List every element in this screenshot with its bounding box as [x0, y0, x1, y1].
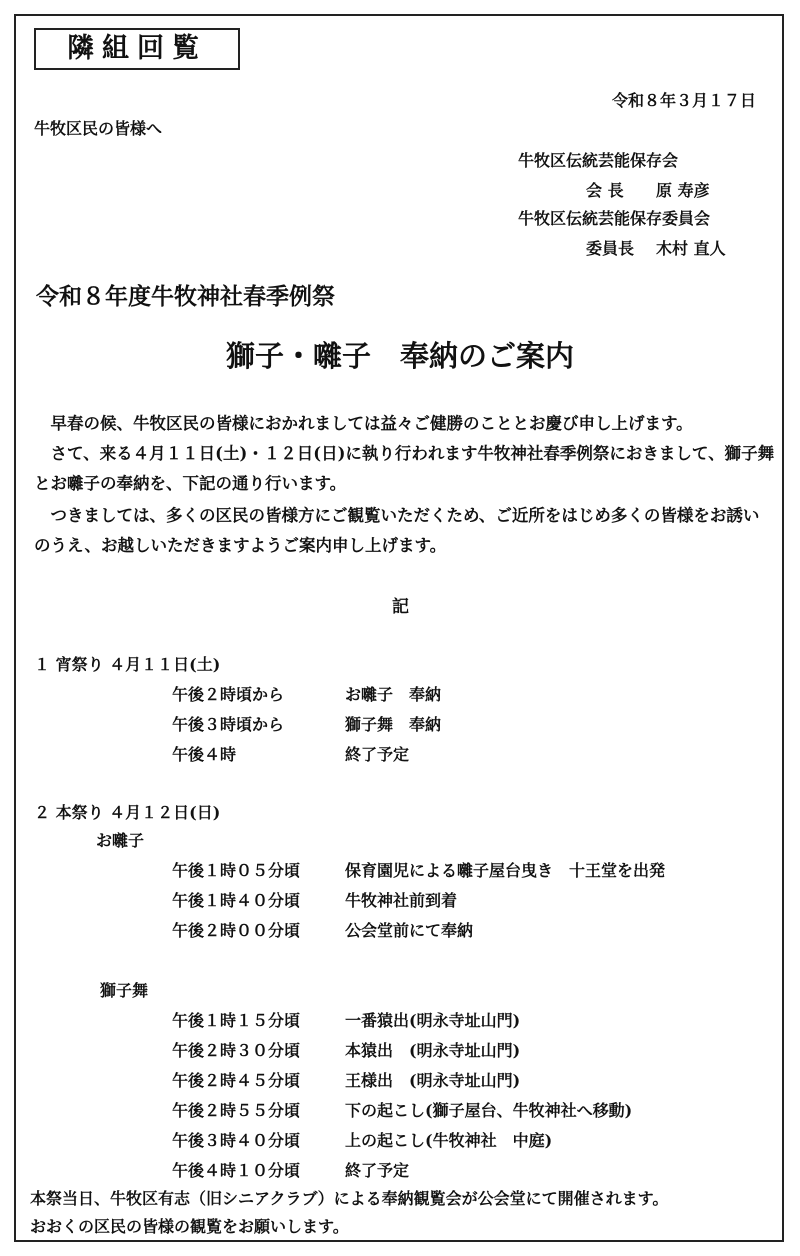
sender-name-2: 木村 直人	[656, 239, 726, 258]
schedule-time: 午後２時５５分頃	[172, 1101, 301, 1120]
schedule-desc: 下の起こし(獅子屋台、牛牧神社へ移動)	[345, 1101, 633, 1120]
subsection-label-ohayashi: お囃子	[96, 831, 145, 850]
schedule-time: 午後４時	[172, 745, 237, 764]
schedule-desc: 公会堂前にて奉納	[345, 921, 474, 940]
schedule-desc: 上の起こし(牛牧神社 中庭)	[345, 1131, 553, 1150]
addressee: 牛牧区民の皆様へ	[34, 119, 163, 138]
sender-title-1: 会 長	[586, 181, 624, 200]
schedule-time: 午後３時４０分頃	[172, 1131, 301, 1150]
ki-mark: 記	[392, 597, 409, 617]
body-line-5: のうえ、お越しいただきますようご案内申し上げます。	[34, 536, 447, 555]
schedule-desc: 終了予定	[345, 1161, 410, 1180]
schedule-time: 午後１時０５分頃	[172, 861, 301, 880]
schedule-desc: お囃子 奉納	[345, 685, 442, 704]
schedule-desc: 一番猿出(明永寺址山門)	[345, 1011, 521, 1030]
main-title: 獅子・囃子 奉納のご案内	[225, 339, 575, 373]
schedule-desc: 終了予定	[345, 745, 410, 764]
circular-tag: 隣組回覧	[34, 28, 240, 70]
section1-heading: １ 宵祭り ４月１１日(土)	[34, 655, 221, 674]
sender-title-2: 委員長	[586, 239, 635, 258]
schedule-time: 午後２時頃から	[172, 685, 285, 704]
sender-org-1: 牛牧区伝統芸能保存会	[518, 151, 679, 170]
document-date: 令和８年３月１７日	[612, 91, 757, 110]
schedule-desc: 王様出 (明永寺址山門)	[345, 1071, 521, 1090]
body-line-4: つきましては、多くの区民の皆様方にご観覧いただくため、ご近所をはじめ多くの皆様をお誘い	[34, 506, 760, 525]
schedule-time: 午後３時頃から	[172, 715, 285, 734]
schedule-desc: 保育園児による囃子屋台曳き 十王堂を出発	[345, 861, 666, 880]
schedule-desc: 獅子舞 奉納	[345, 715, 442, 734]
body-line-1: 早春の候、牛牧区民の皆様におかれましては益々ご健勝のこととお慶び申し上げます。	[34, 414, 693, 433]
schedule-desc: 牛牧神社前到着	[345, 891, 458, 910]
schedule-desc: 本猿出 (明永寺址山門)	[345, 1041, 521, 1060]
schedule-time: 午後２時３０分頃	[172, 1041, 301, 1060]
sender-org-2: 牛牧区伝統芸能保存委員会	[518, 209, 711, 228]
subsection-label-shishimai: 獅子舞	[100, 981, 149, 1000]
schedule-time: 午後２時００分頃	[172, 921, 301, 940]
footer-line-1: 本祭当日、牛牧区有志（旧シニアクラブ）による奉納観覧会が公会堂にて開催されます。	[30, 1189, 669, 1208]
schedule-time: 午後１時４０分頃	[172, 891, 301, 910]
event-title: 令和８年度牛牧神社春季例祭	[36, 283, 335, 310]
schedule-time: 午後４時１０分頃	[172, 1161, 301, 1180]
body-line-3: とお囃子の奉納を、下記の通り行います。	[34, 474, 347, 493]
schedule-time: 午後１時１５分頃	[172, 1011, 301, 1030]
sender-name-1: 原 寿彦	[656, 181, 710, 200]
section2-heading: ２ 本祭り ４月１２日(日)	[34, 803, 221, 822]
schedule-time: 午後２時４５分頃	[172, 1071, 301, 1090]
footer-line-2: おおくの区民の皆様の観覧をお願いします。	[30, 1217, 349, 1236]
body-line-2: さて、来る４月１１日(土)・１２日(日)に執り行われます牛牧神社春季例祭におきまして、獅子舞	[34, 444, 775, 463]
